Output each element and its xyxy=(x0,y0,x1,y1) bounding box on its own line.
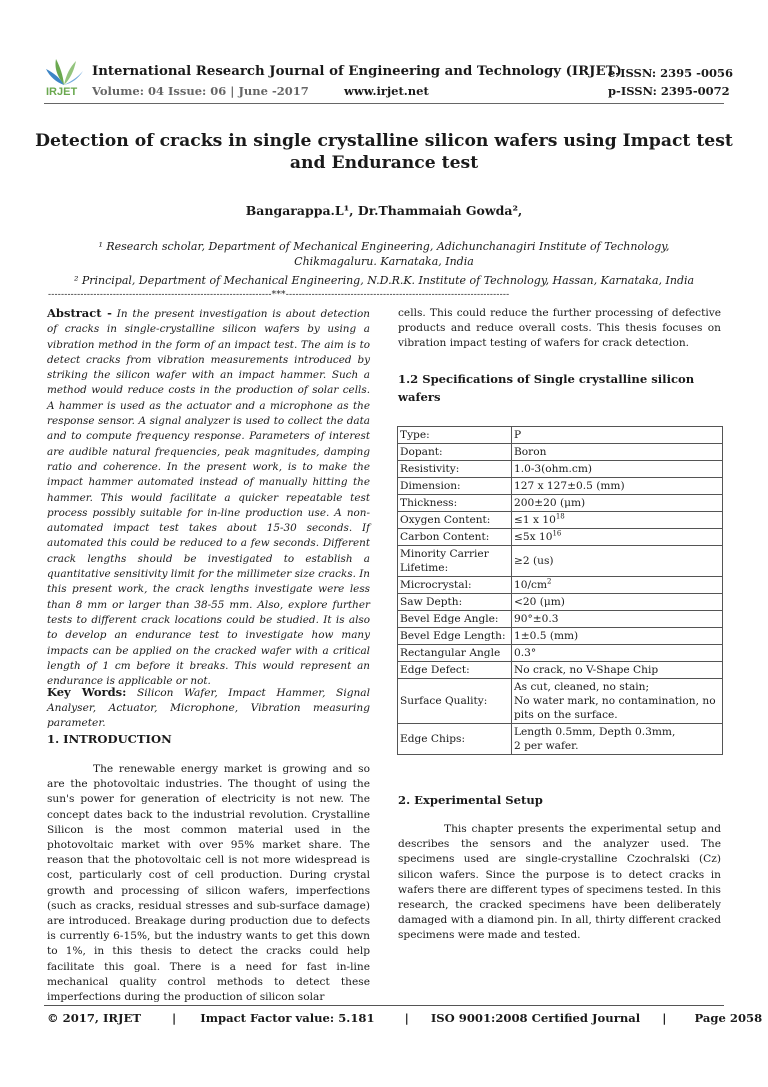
spec-row xyxy=(398,529,723,546)
footer-impact: Impact Factor value: 5.181 xyxy=(200,1011,375,1025)
logo-text: IRJET xyxy=(46,86,78,98)
spec-value-text: 1±0.5 (mm) xyxy=(514,630,579,642)
spec-row xyxy=(398,628,723,645)
paper-title xyxy=(30,130,738,174)
authors: Bangarappa.L¹, Dr.Thammaiah Gowda², xyxy=(245,203,523,218)
spec-key: Type: xyxy=(398,427,512,444)
abstract-label: Abstract - xyxy=(47,306,112,320)
spec-value-text: 90°±0.3 xyxy=(514,613,559,625)
spec-key: Bevel Edge Angle: xyxy=(398,611,512,628)
spec-key: Resistivity: xyxy=(398,461,512,478)
spec-table xyxy=(397,426,723,755)
spec-value xyxy=(512,546,723,577)
spec-value-text: P xyxy=(514,429,522,441)
spec-key: Minority Carrier Lifetime: xyxy=(398,546,512,577)
spec-value-exponent: 18 xyxy=(555,512,565,521)
spec-row xyxy=(398,594,723,611)
spec-key: Saw Depth: xyxy=(398,594,512,611)
keywords xyxy=(47,685,370,732)
spec-key: Dopant: xyxy=(398,444,512,461)
spec-value-text: ≤1 x 10 xyxy=(514,514,556,526)
p-issn: p-ISSN: 2395-0072 xyxy=(608,84,730,98)
spec-value xyxy=(512,427,723,444)
experimental-text: This chapter presents the experimental setup and describes the sensors and the analyzer used. The specimens used are single-crystalline Czochralski (Cz) silicon wafers. Since the purpose is to detect cracks in wafers there are different types of specimens tested. In this research, the cracked specimens have been deliberately damaged with a diamond pin. In all, thirty different cracked specimens were made and tested. xyxy=(398,823,721,942)
spec-key: Oxygen Content: xyxy=(398,512,512,529)
header-rule xyxy=(44,103,724,104)
spec-value-text: 127 x 127±0.5 (mm) xyxy=(514,480,625,492)
spec-value xyxy=(512,478,723,495)
spec-value-text: ≤5x 10 xyxy=(514,531,553,543)
spec-key: Edge Defect: xyxy=(398,662,512,679)
spec-value xyxy=(512,444,723,461)
spec-value-exponent: 16 xyxy=(552,529,562,538)
spec-value-text: As cut, cleaned, no stain; No water mark, no contamination, no pits on the surface. xyxy=(514,681,716,721)
e-issn: e-ISSN: 2395 -0056 xyxy=(608,66,733,80)
intro-heading: 1. INTRODUCTION xyxy=(47,732,172,746)
spec-value-text: ≥2 (us) xyxy=(514,555,554,567)
spec-value xyxy=(512,662,723,679)
footer-sep-2: | xyxy=(404,1011,409,1025)
spec-heading-text-1: 1.2 Specifications of Single crystalline silicon xyxy=(398,372,695,386)
footer-sep-1: | xyxy=(172,1011,177,1025)
journal-name: International Research Journal of Engineering and Technology (IRJET) xyxy=(92,64,622,79)
website-link[interactable]: www.irjet.net xyxy=(344,84,429,98)
spec-key: Edge Chips: xyxy=(398,724,512,755)
spec-row xyxy=(398,611,723,628)
affiliation-1 xyxy=(20,239,748,269)
spec-key: Dimension: xyxy=(398,478,512,495)
keywords-text: Silicon Wafer, Impact Hammer, Signal Analyser, Actuator, Microphone, Vibration measuring parameter. xyxy=(47,687,371,730)
footer-iso: ISO 9001:2008 Certified Journal xyxy=(430,1011,641,1025)
spec-heading xyxy=(398,370,721,406)
spec-row xyxy=(398,546,723,577)
footer-page: Page 2058 xyxy=(694,1011,763,1025)
irjet-logo xyxy=(44,55,84,101)
affiliation-2: ² Principal, Department of Mechanical Engineering, N.D.R.K. Institute of Technology, Hassan, Karnataka, India xyxy=(73,274,695,287)
footer-copyright: © 2017, IRJET xyxy=(47,1011,141,1025)
spec-value xyxy=(512,679,723,724)
spec-key: Bevel Edge Length: xyxy=(398,628,512,645)
affiliation-1-line-1: ¹ Research scholar, Department of Mechanical Engineering, Adichunchanagiri Institute of Technology, xyxy=(98,240,670,253)
intro-text: The renewable energy market is growing and so are the photovoltaic industries. The thought of using the sun's power for generation of electricity is not new. The concept dates back to the industrial revolution. Crystalline Silicon is the most common material used in the photovoltaic market with over 95% market share. The reason that the photovoltaic cell is not more widespread is cost, particularly cost of cell production. During crystal growth and processing of silicon wafers, imperfections (such as cracks, residual stresses and sub-surface damage) are introduced. Breakage during production due to defects is currently 6-15%, but the industry wants to get this down to 1%, in this thesis to detect the cracks could help facilitate this goal. There is a need for fast in-line mechanical quality control methods to detect these imperfections during the production of silicon solar xyxy=(47,763,370,1004)
spec-table-wrap xyxy=(397,426,723,755)
spec-value-text: 200±20 (μm) xyxy=(514,497,586,509)
spec-row xyxy=(398,679,723,724)
spec-heading-line-1 xyxy=(398,370,721,388)
spec-row xyxy=(398,444,723,461)
spec-value xyxy=(512,594,723,611)
footer-rule xyxy=(44,1005,724,1006)
spec-key: Surface Quality: xyxy=(398,679,512,724)
spec-value xyxy=(512,724,723,755)
spec-key: Thickness: xyxy=(398,495,512,512)
spec-value-text: 1.0-3(ohm.cm) xyxy=(514,463,593,475)
spec-value xyxy=(512,512,723,529)
spec-value-text: 0.3° xyxy=(514,647,537,659)
spec-value xyxy=(512,611,723,628)
spec-row xyxy=(398,478,723,495)
spec-value-text: 10/cm xyxy=(514,579,548,591)
spec-value xyxy=(512,577,723,594)
spec-value-exponent: 2 xyxy=(547,577,552,586)
spec-value xyxy=(512,495,723,512)
spec-row xyxy=(398,577,723,594)
spec-value-text: Boron xyxy=(514,446,547,458)
spec-row xyxy=(398,495,723,512)
title-line-1: Detection of cracks in single crystalline silicon wafers using Impact test xyxy=(35,131,733,151)
spec-row xyxy=(398,645,723,662)
spec-key: Carbon Content: xyxy=(398,529,512,546)
spec-row xyxy=(398,461,723,478)
spec-value-text: Length 0.5mm, Depth 0.3mm, 2 per wafer. xyxy=(514,726,676,752)
spec-row xyxy=(398,724,723,755)
continuation-text: cells. This could reduce the further processing of defective products and reduce overall costs. This thesis focuses on vibration impact testing of wafers for crack detection. xyxy=(398,307,721,350)
spec-heading-line-2: wafers xyxy=(398,390,441,404)
experimental-heading: 2. Experimental Setup xyxy=(398,793,543,807)
spec-value-text: <20 (μm) xyxy=(514,596,565,608)
footer-sep-3: | xyxy=(662,1011,667,1025)
spec-value xyxy=(512,529,723,546)
spec-value xyxy=(512,628,723,645)
spec-row xyxy=(398,427,723,444)
footer xyxy=(47,1011,762,1025)
abstract xyxy=(47,306,370,689)
section-divider: ---------------------------------------------------------------------***--------------------------------------------------------------------- xyxy=(48,290,510,300)
spec-key: Rectangular Angle xyxy=(398,645,512,662)
abstract-text: In the present investigation is about detection of cracks in single-crystalline silicon wafers by using a vibration method in the form of an impact test. The aim is to detect cracks from vibration measurements introduced by striking the silicon wafer with an impact hammer. Such a method would reduce costs in the production of solar cells. A hammer is used as the actuator and a microphone as the response sensor. A signal analyzer is used to collect the data and to compute frequency response. Parameters of interest are audible natural frequencies, peak magnitudes, damping ratio and coherence. In the present work, is to make the impact hammer automated instead of manually hitting the hammer. This would facilitate a quicker repeatable test process possibly suitable for in-line production use. A non-automated impact test takes about 15-30 seconds. If automated this could be reduced to a few seconds. Different crack lengths should be investigated to establish a quantitative sensitivity limit for the millimeter size cracks. In this present work, the crack lengths investigate were less than 8 mm or larger than 38-55 mm. Also, explore further tests to different crack locations could be studied. It is also to develop an endurance test to investigate how many impacts can be applied on the cracked wafer with a critical length of 1 cm before it breaks. This would represent an endurance is applicable or not. xyxy=(47,308,370,688)
volume-info: Volume: 04 Issue: 06 | June -2017 xyxy=(92,84,309,98)
spec-value-text: No crack, no V-Shape Chip xyxy=(514,664,659,676)
spec-key: Microcrystal: xyxy=(398,577,512,594)
keywords-label: Key Words: xyxy=(47,685,127,699)
affiliation-1-line-2: Chikmagaluru. Karnataka, India xyxy=(294,255,474,268)
spec-row xyxy=(398,662,723,679)
title-line-2: and Endurance test xyxy=(289,153,479,173)
spec-value xyxy=(512,645,723,662)
spec-row xyxy=(398,512,723,529)
spec-value xyxy=(512,461,723,478)
